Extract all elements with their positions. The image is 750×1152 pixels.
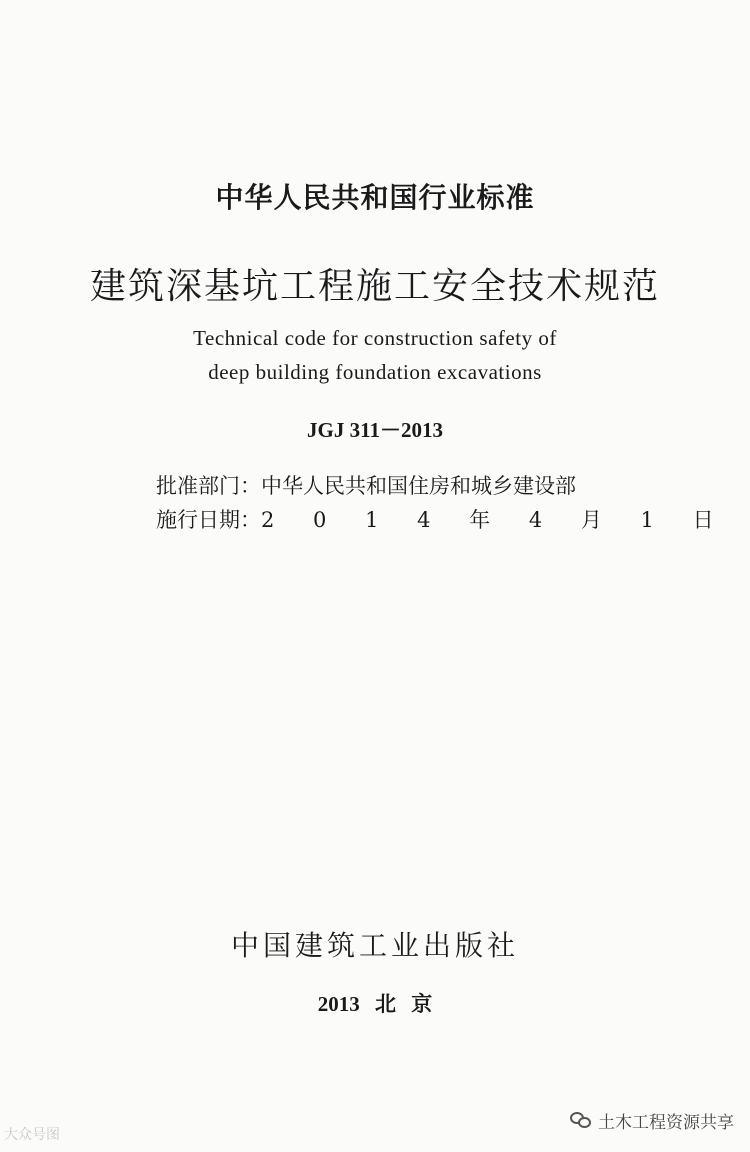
standard-type: 中华人民共和国行业标准 — [215, 181, 535, 214]
effective-date — [156, 504, 730, 534]
corner-watermark: 大众号图 — [4, 1127, 60, 1143]
title-chinese: 建筑深基坑工程施工安全技术规范 — [89, 266, 660, 307]
approval-department — [156, 470, 576, 500]
effective-value: 2 0 1 4 年 4 月 1 日 — [261, 508, 730, 532]
title-english-line-2: deep building foundation excavations — [208, 360, 542, 384]
approval-label: 批准部门： — [156, 474, 261, 498]
watermark — [570, 1108, 734, 1133]
standard-code: JGJ 311－2013 — [307, 418, 443, 442]
publisher: 中国建筑工业出版社 — [230, 929, 519, 962]
approval-value: 中华人民共和国住房和城乡建设部 — [261, 474, 576, 498]
wechat-icon — [570, 1112, 592, 1130]
title-english-line-1: Technical code for construction safety of — [193, 326, 557, 350]
effective-label: 施行日期： — [156, 508, 261, 532]
publication-place-year: 2013 北 京 — [317, 992, 433, 1016]
watermark-text: 土木工程资源共享 — [598, 1113, 734, 1133]
